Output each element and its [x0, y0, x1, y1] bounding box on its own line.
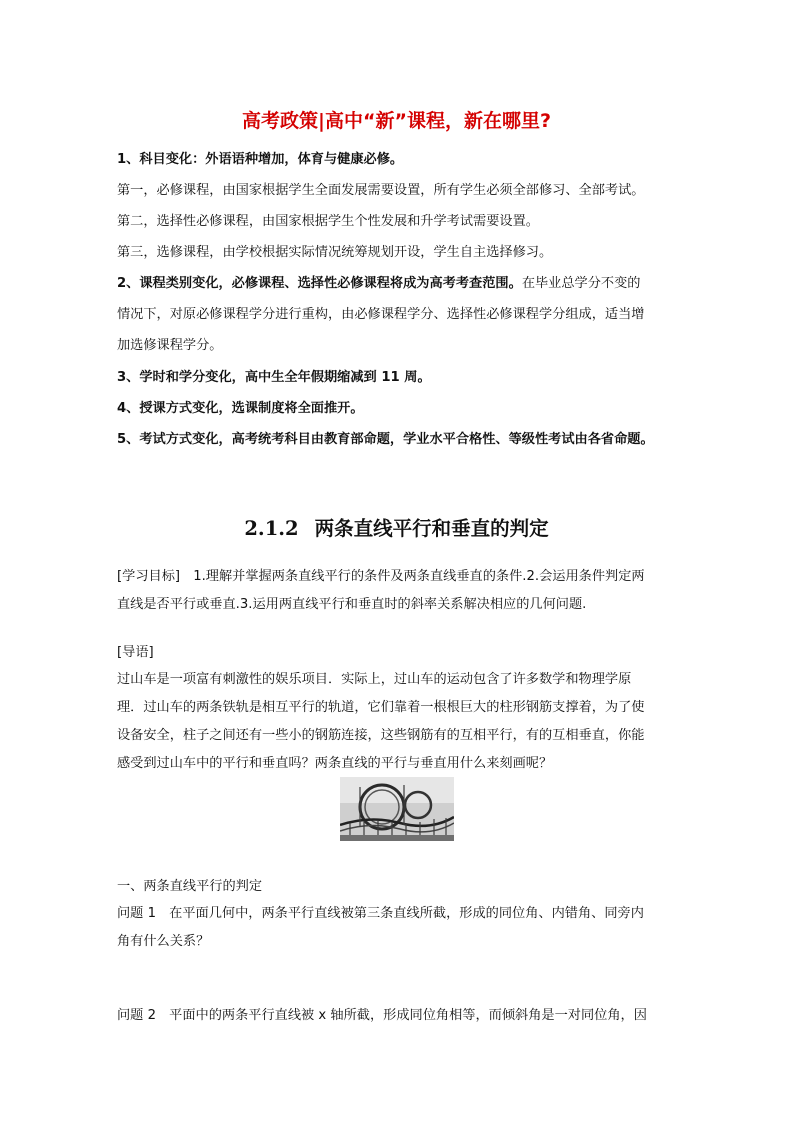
part1-heading: 一、两条直线平行的判定	[117, 879, 263, 894]
intro-line-1: 过山车是一项富有刺激性的娱乐项目．实际上，过山车的运动包含了许多数学和物理学原	[117, 672, 632, 687]
policy-item-1c: 第三，选修课程，由学校根据实际情况统筹规划开设，学生自主选择修习。	[117, 245, 553, 260]
objectives-line-1: [学习目标] 1.理解并掌握两条直线平行的条件及两条直线垂直的条件.2.会运用条件判定两	[117, 569, 645, 584]
intro-line-2: 理．过山车的两条铁轨是相互平行的轨道，它们靠着一根根巨大的柱形钢筋支撑着，为了使	[117, 700, 645, 715]
section-number: 2.1.2	[244, 517, 299, 540]
page-title: 高考政策|高中“新”课程，新在哪里?	[242, 110, 551, 132]
policy-item-2-bold: 2、课程类别变化，必修课程、选择性必修课程将成为高考考查范围。	[117, 276, 522, 291]
intro-line-4: 感受到过山车中的平行和垂直吗？两条直线的平行与垂直用什么来刻画呢？	[117, 756, 553, 771]
policy-item-4: 4、授课方式变化，选课制度将全面推开。	[117, 401, 364, 416]
section-heading	[0, 513, 793, 541]
question-2-line-1: 问题 2 平面中的两条平行直线被 x 轴所截，形成同位角相等，而倾斜角是一对同位角，因	[117, 1008, 647, 1023]
question-1-line-2: 角有什么关系？	[117, 934, 210, 949]
policy-item-2	[117, 272, 687, 291]
policy-item-1b: 第二，选择性必修课程，由国家根据学生个性发展和升学考试需要设置。	[117, 214, 539, 229]
objectives-line-2: 直线是否平行或垂直.3.运用两直线平行和垂直时的斜率关系解决相应的几何问题.	[117, 597, 587, 612]
section-title: 两条直线平行和垂直的判定	[314, 517, 549, 540]
intro-label: [导语]	[117, 645, 154, 660]
policy-item-1: 1、科目变化：外语语种增加，体育与健康必修。	[117, 152, 404, 167]
policy-item-2-cont: 情况下，对原必修课程学分进行重构，由必修课程学分、选择性必修课程学分组成，适当增	[117, 307, 645, 322]
intro-line-3: 设备安全，柱子之间还有一些小的钢筋连接，这些钢筋有的互相平行，有的互相垂直，你能	[117, 728, 645, 743]
question-1-line-1: 问题 1 在平面几何中，两条平行直线被第三条直线所截，形成的同位角、内错角、同旁内	[117, 906, 644, 921]
policy-item-3: 3、学时和学分变化，高中生全年假期缩减到 11 周。	[117, 370, 431, 385]
policy-item-1a: 第一，必修课程，由国家根据学生全面发展需要设置，所有学生必须全部修习、全部考试。	[117, 183, 645, 198]
policy-item-2-cont2: 加选修课程学分。	[117, 338, 223, 353]
policy-item-5: 5、考试方式变化，高考统考科目由教育部命题，学业水平合格性、等级性考试由各省命题。	[117, 432, 654, 447]
policy-item-2-text: 在毕业总学分不变的	[521, 276, 641, 291]
roller-coaster-image	[340, 777, 454, 841]
